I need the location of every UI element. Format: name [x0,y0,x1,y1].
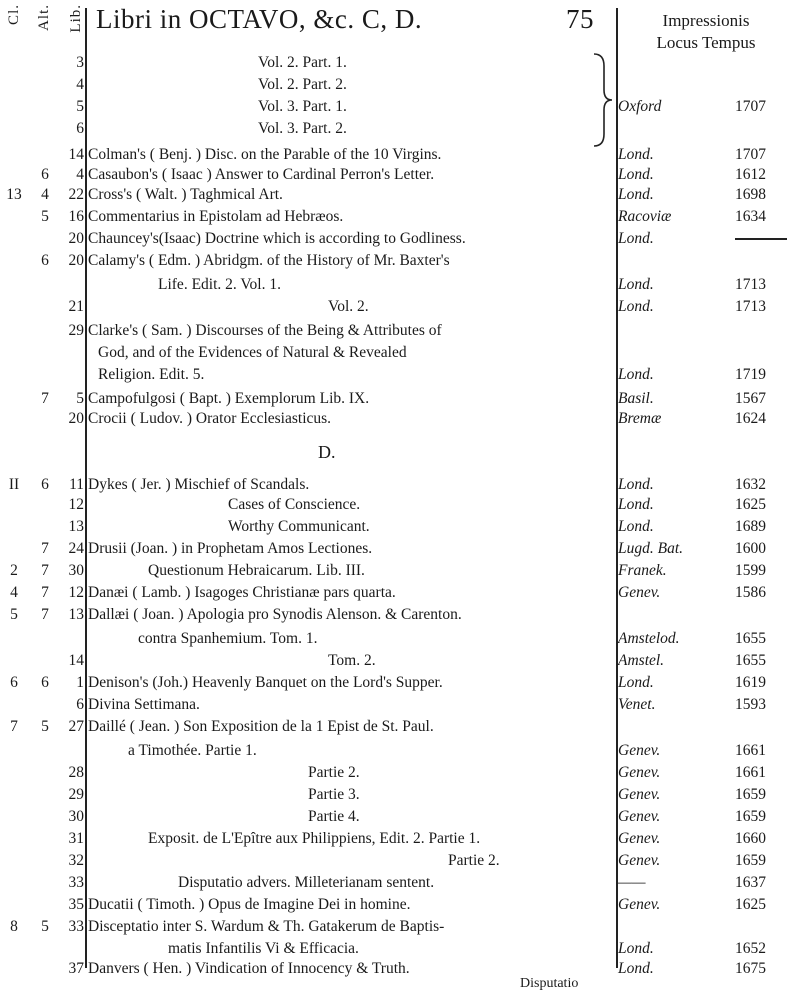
cell-alt: 6 [41,476,49,493]
cell-place: Lond. [618,960,654,977]
table-row [0,784,790,806]
table-row [0,184,790,206]
cell-place: Lond. [618,518,654,535]
cell-place: Lond. [618,186,654,203]
cell-title: Vol. 2. Part. 1. [258,54,347,71]
cell-cl: 7 [10,718,18,735]
cell-alt: 6 [41,166,49,183]
cell-lib: 30 [68,562,84,579]
cell-place: Lond. [618,366,654,383]
cell-place: Franek. [618,562,667,579]
cell-lib: 14 [68,652,84,669]
cell-title: Campofulgosi ( Bapt. ) Exemplorum Lib. IX. [88,390,370,407]
cell-place: Genev. [618,808,661,825]
cell-year: 1655 [735,652,766,669]
cell-lib: 29 [68,322,84,339]
table-row [0,388,790,410]
table-row [0,850,790,872]
cell-title: Danvers ( Hen. ) Vindication of Innocency & Truth. [88,960,410,977]
cell-place: Lond. [618,496,654,513]
cell-title: matis Infantilis Vi & Efficacia. [168,940,359,957]
cell-place: Genev. [618,896,661,913]
cell-cl: 5 [10,606,18,623]
cell-place: Genev. [618,764,661,781]
table-row [0,762,790,784]
cell-place: Venet. [618,696,656,713]
cell-place: Racoviæ [618,208,672,225]
cell-lib: 32 [68,852,84,869]
table-row [0,894,790,916]
cell-year: 1689 [735,518,766,535]
cell-title: Calamy's ( Edm. ) Abridgm. of the History of Mr. Baxter's [88,252,450,269]
table-row [0,672,790,694]
cell-lib: 6 [76,120,84,137]
table-row [0,52,790,74]
cell-place: Genev. [618,742,661,759]
cell-lib: 28 [68,764,84,781]
cell-place: Genev. [618,584,661,601]
cell-title: Exposit. de L'Epître aux Philippiens, Edit. 2. Partie 1. [148,830,481,847]
table-row [0,604,790,626]
cell-title: Divina Settimana. [88,696,200,713]
cell-year: 1593 [735,696,766,713]
cell-place: Bremæ [618,410,662,427]
cell-year: 1586 [735,584,766,601]
cell-place: Lugd. Bat. [618,540,684,557]
cell-lib: 14 [68,146,84,163]
table-row [0,560,790,582]
cell-title: Partie 3. [308,786,360,803]
catchword: Disputatio [520,976,579,991]
cell-alt: 5 [41,918,49,935]
cell-lib: 13 [68,606,84,623]
cell-title: Vol. 2. [328,298,369,315]
cell-lib: 21 [68,298,84,315]
cell-alt: 7 [41,584,49,601]
table-row [0,916,790,938]
cell-year: 1599 [735,562,766,579]
cell-place: Lond. [618,298,654,315]
table-row [0,206,790,228]
cell-year: 1713 [735,276,766,293]
cell-year: 1661 [735,764,766,781]
cell-year: 1567 [735,390,766,407]
table-row [0,96,790,118]
table-row [0,938,790,960]
cell-title: Questionum Hebraicarum. Lib. III. [148,562,365,579]
table-row [0,628,790,650]
cell-place: —— [618,874,646,891]
cell-place: Genev. [618,852,661,869]
cell-alt: 7 [41,540,49,557]
table-row [0,296,790,318]
cell-alt: 5 [41,208,49,225]
cell-cl: 4 [10,584,18,601]
cell-year: 1619 [735,674,766,691]
cell-year: 1655 [735,630,766,647]
cell-title: Denison's (Joh.) Heavenly Banquet on the Lord's Supper. [88,674,443,691]
cell-year: 1661 [735,742,766,759]
cell-title: Vol. 3. Part. 1. [258,98,347,115]
cell-year: 1659 [735,808,766,825]
cell-title: Danæi ( Lamb. ) Isagoges Christianæ pars quarta. [88,584,396,601]
cell-lib: 27 [68,718,84,735]
table-row [0,740,790,762]
cell-year: 1660 [735,830,766,847]
cell-title: contra Spanhemium. Tom. 1. [138,630,318,647]
cell-alt: 5 [41,718,49,735]
column-header-lib: Lib. [68,4,84,33]
cell-lib: 12 [68,496,84,513]
cell-title: Crocii ( Ludov. ) Orator Ecclesiasticus. [88,410,332,427]
table-row [0,408,790,430]
cell-place: Lond. [618,476,654,493]
cell-title: Drusii (Joan. ) in Prophetam Amos Lectiones. [88,540,373,557]
cell-year: 1707 [735,98,766,115]
cell-lib: 12 [68,584,84,601]
cell-alt: 7 [41,606,49,623]
cell-year: 1707 [735,146,766,163]
table-row [0,144,790,166]
cell-alt: 4 [41,186,49,203]
cell-year: 1632 [735,476,766,493]
cell-lib: 4 [76,76,84,93]
cell-alt: 7 [41,390,49,407]
title-text: Libri in OCTAVO, &c. C, D. [96,4,423,34]
imprint-header-line2: Locus Tempus [656,33,756,52]
cell-title: Tom. 2. [328,652,376,669]
cell-cl: 8 [10,918,18,935]
cell-lib: 33 [68,874,84,891]
cell-lib: 37 [68,960,84,977]
cell-lib: 35 [68,896,84,913]
cell-place: Lond. [618,146,654,163]
cell-title: Religion. Edit. 5. [98,366,205,383]
cell-year: 1624 [735,410,766,427]
cell-cl: II [8,476,20,493]
cell-lib: 3 [76,54,84,71]
cell-place: Genev. [618,786,661,803]
table-row [0,958,790,980]
table-row [0,582,790,604]
cell-year: 1625 [735,896,766,913]
table-row [0,342,790,364]
cell-year: 1612 [735,166,766,183]
cell-place: Amstelod. [618,630,680,647]
table-row [0,806,790,828]
cell-lib: 1 [76,674,84,691]
table-row [0,474,790,496]
table-row [0,118,790,140]
column-header-alt: Alt. [36,4,52,31]
cell-title: Colman's ( Benj. ) Disc. on the Parable of the 10 Virgins. [88,146,442,163]
cell-place: Genev. [618,830,661,847]
cell-year: 1675 [735,960,766,977]
cell-title: Dallæi ( Joan. ) Apologia pro Synodis Alenson. & Carenton. [88,606,462,623]
table-row [0,494,790,516]
cell-title: God, and of the Evidences of Natural & Revealed [98,344,407,361]
table-row [0,516,790,538]
cell-title: a Timothée. Partie 1. [128,742,257,759]
cell-place: Oxford [618,98,662,115]
cell-year: 1600 [735,540,766,557]
cell-title: Life. Edit. 2. Vol. 1. [158,276,281,293]
cell-lib: 5 [76,98,84,115]
table-row [0,164,790,186]
cell-title: Cross's ( Walt. ) Taghmical Art. [88,186,283,203]
cell-place: Basil. [618,390,654,407]
cell-lib: 6 [76,696,84,713]
cell-lib: 29 [68,786,84,803]
cell-place: Amstel. [618,652,665,669]
cell-lib: 24 [68,540,84,557]
table-row [0,872,790,894]
cell-year: 1713 [735,298,766,315]
cell-year: 1698 [735,186,766,203]
imprint-header-line1: Impressionis [662,11,750,30]
cell-year: 1719 [735,366,766,383]
cell-place: Lond. [618,674,654,691]
cell-cl: 2 [10,562,18,579]
cell-lib: 4 [76,166,84,183]
cell-title: Partie 4. [308,808,360,825]
cell-title: Clarke's ( Sam. ) Discourses of the Being & Attributes of [88,322,442,339]
table-row [0,320,790,342]
table-row [0,650,790,672]
table-row [0,538,790,560]
cell-year: 1637 [735,874,766,891]
page-number: 75 [566,4,594,34]
cell-title: Disputatio advers. Milleterianam sentent. [178,874,435,891]
cell-lib: 16 [68,208,84,225]
cell-cl: 6 [10,674,18,691]
table-row [0,364,790,386]
table-row [0,228,790,250]
cell-lib: 20 [68,252,84,269]
cell-lib: 5 [76,390,84,407]
cell-title: Cases of Conscience. [228,496,361,513]
cell-alt: 6 [41,674,49,691]
cell-title: Disceptatio inter S. Wardum & Th. Gatakerum de Baptis- [88,918,445,935]
cell-place: Lond. [618,940,654,957]
cell-lib: 31 [68,830,84,847]
cell-title: Ducatii ( Timoth. ) Opus de Imagine Dei in homine. [88,896,411,913]
cell-title: Daillé ( Jean. ) Son Exposition de la 1 Epist de St. Paul. [88,718,434,735]
cell-place: Lond. [618,230,654,247]
cell-title: Chauncey's(Isaac) Doctrine which is according to Godliness. [88,230,466,247]
section-heading-d: D. [318,442,336,462]
cell-title: Worthy Communicant. [228,518,370,535]
cell-alt: 6 [41,252,49,269]
cell-alt: 7 [41,562,49,579]
cell-title: Casaubon's ( Isaac ) Answer to Cardinal Perron's Letter. [88,166,435,183]
cell-lib: 20 [68,410,84,427]
cell-lib: 22 [68,186,84,203]
cell-year: 1659 [735,852,766,869]
cell-lib: 33 [68,918,84,935]
cell-lib: 30 [68,808,84,825]
column-header-cl: Cl. [6,4,22,25]
cell-title: Partie 2. [308,764,360,781]
cell-title: Vol. 2. Part. 2. [258,76,347,93]
cell-year: 1625 [735,496,766,513]
cell-lib: 11 [69,476,84,493]
table-row [0,74,790,96]
cell-title: Vol. 3. Part. 2. [258,120,347,137]
cell-title: Partie 2. [448,852,500,869]
cell-place: Lond. [618,276,654,293]
table-row [0,274,790,296]
cell-year: 1634 [735,208,766,225]
table-row [0,250,790,272]
cell-lib: 20 [68,230,84,247]
table-row [0,716,790,738]
cell-place: Lond. [618,166,654,183]
cell-cl: 13 [6,186,22,203]
cell-lib: 13 [68,518,84,535]
table-row [0,828,790,850]
cell-title: Dykes ( Jer. ) Mischief of Scandals. [88,476,310,493]
cell-year: 1659 [735,786,766,803]
cell-title: Commentarius in Epistolam ad Hebræos. [88,208,344,225]
table-row [0,694,790,716]
cell-year: 1652 [735,940,766,957]
